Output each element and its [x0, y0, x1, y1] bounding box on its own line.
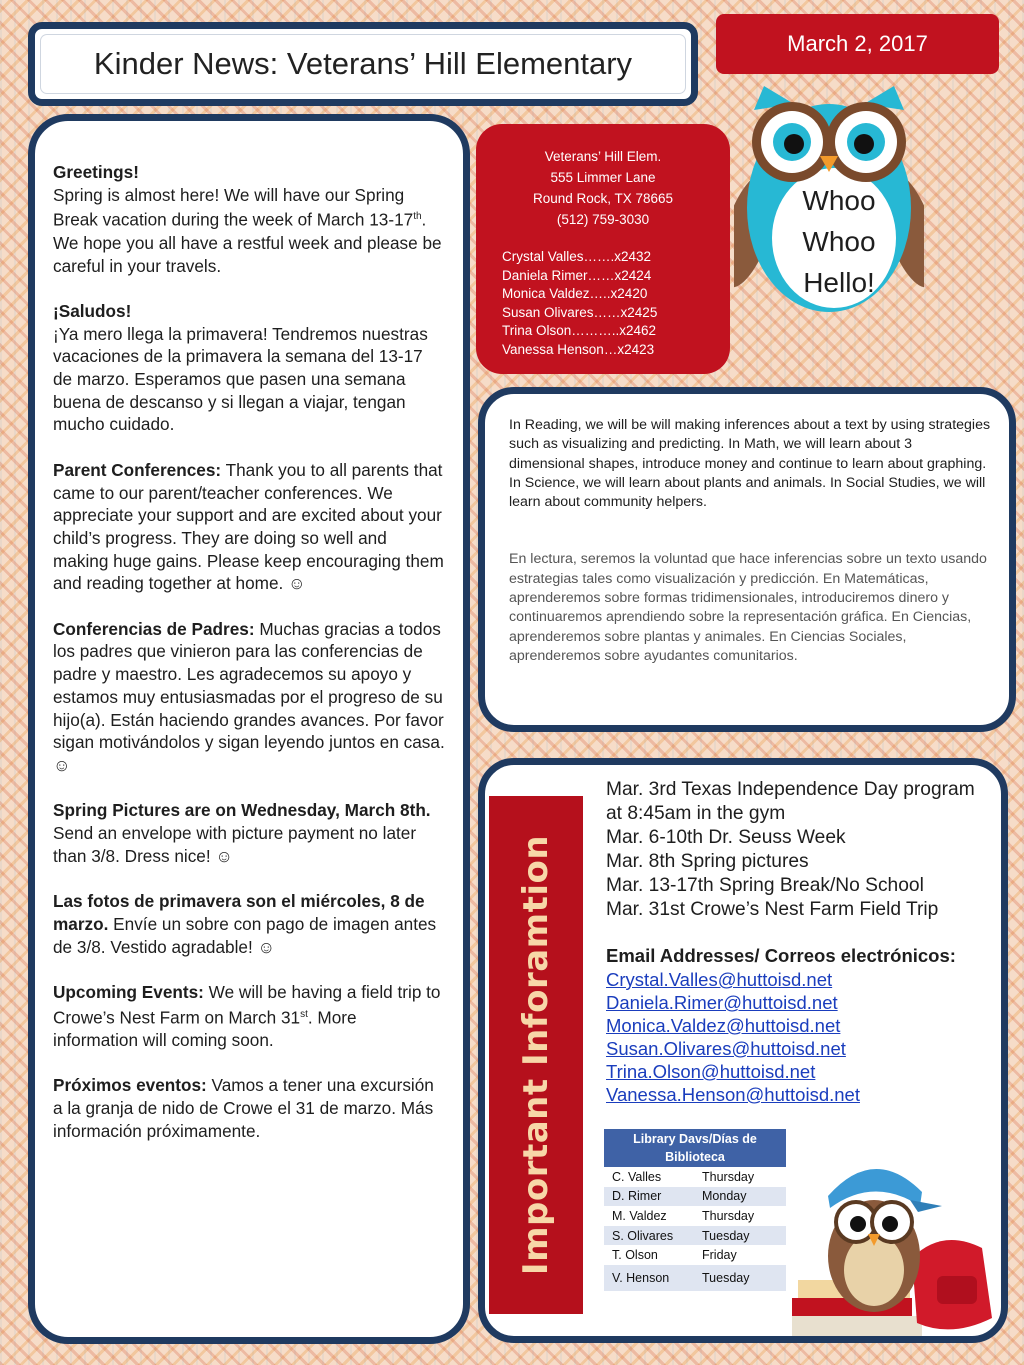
email-link[interactable]: Crystal.Valles@huttoisd.net — [606, 969, 833, 990]
curriculum-english: In Reading, we will be will making inferences about a text by using strategies such as visualizing and predicting. In Math, we will learn about 3 dimensional shapes, introduce money and continue to learn about graphing. In Science, we will learn about plants and animals. In Social Studies, we will learn about community helpers. — [509, 417, 991, 511]
school-address — [476, 146, 730, 230]
teacher-cell: S. Olivares — [604, 1226, 694, 1246]
important-info-banner-text: Important Inforamtion — [516, 834, 556, 1276]
day-cell: Tuesday — [694, 1265, 786, 1291]
owl-greeting-line: Hello! — [803, 267, 875, 298]
day-cell: Friday — [694, 1245, 786, 1265]
owl-greeting-line: Whoo — [802, 185, 876, 216]
greetings-text-b: . We hope you all have a restful week and please be careful in your travels. — [53, 210, 442, 276]
greetings-text-a: Spring is almost here! We will have our Spring Break vacation during the week of March 13-17 — [53, 184, 414, 231]
staff-extension: Vanessa Henson…x2423 — [502, 341, 655, 357]
events-paragraph — [53, 981, 445, 1052]
conferencias-text: Muchas gracias a todos los padres que vinieron para las conferencias de padre y maestro. Les agradecemos su apoyo y estamos muy entusiasmadas por el progreso de su hijo(a). Están haciendo grandes avances. Por favor sigan motivándolos y sigan leyendo juntos en casa. ☺ — [53, 618, 445, 775]
conferences-text: Thank you to all parents that came to our parent/teacher conferences. We appreciate your support and are excited about your child’s progress. They are doing so well and making huge gains. Please keep encouraging them and reading together at home. ☺ — [53, 459, 444, 594]
curriculum-panel — [478, 387, 1016, 732]
events-text-b: . More information will coming soon. — [53, 1007, 357, 1051]
table-row — [604, 1265, 786, 1291]
email-link[interactable]: Daniela.Rimer@huttoisd.net — [606, 992, 838, 1013]
teacher-cell: V. Henson — [604, 1265, 694, 1291]
table-row — [604, 1187, 786, 1207]
events-list — [606, 778, 991, 922]
curriculum-content — [509, 416, 991, 666]
curriculum-spanish: En lectura, seremos la voluntad que hace inferencias sobre un texto usando estrategias tales como visualización y predicción. En Matemáticas, aprenderemos sobre formas tridimensionales, introduciremos dinero y continuaremos aprendiendo sobre la representación gráfica. En Ciencias, aprenderemos sobre plantas y animales. En Ciencias Sociales, aprenderemos sobre ayudantes comunitarios. — [509, 551, 987, 664]
greetings-title: Greetings! — [53, 162, 139, 182]
title-panel — [28, 22, 698, 106]
staff-extension: Monica Valdez…..x2420 — [502, 286, 648, 302]
events-title: Upcoming Events: — [53, 981, 204, 1002]
events-text-a: We will be having a field trip to Crowe’s Nest Farm on March 31 — [53, 981, 441, 1028]
date-badge: March 2, 2017 — [716, 14, 999, 74]
library-table-header: Library Davs/Días de Biblioteca — [604, 1129, 786, 1167]
events-sup: st — [300, 1008, 308, 1020]
event-item: Mar. 31st Crowe’s Nest Farm Field Trip — [606, 899, 939, 920]
saludos-paragraph — [53, 300, 445, 436]
staff-extensions — [502, 248, 730, 360]
newsletter-title: Kinder News: Veterans’ Hill Elementary — [41, 35, 685, 93]
conferences-paragraph — [53, 459, 445, 595]
table-row — [604, 1245, 786, 1265]
event-item: Mar. 13-17th Spring Break/No School — [606, 875, 924, 896]
owl-greeting — [784, 180, 894, 303]
email-link[interactable]: Monica.Valdez@huttoisd.net — [606, 1015, 841, 1036]
conferencias-paragraph — [53, 618, 445, 777]
conferencias-title: Conferencias de Padres: — [53, 618, 255, 639]
day-cell: Tuesday — [694, 1226, 786, 1246]
teacher-cell: T. Olson — [604, 1245, 694, 1265]
event-item: Mar. 6-10th Dr. Seuss Week — [606, 827, 846, 848]
left-news-content — [53, 161, 445, 1165]
teacher-cell: D. Rimer — [604, 1187, 694, 1207]
saludos-text: ¡Ya mero llega la primavera! Tendremos nuestras vacaciones de la primavera la semana del 13-17 de marzo. Esperamos que pasen una semana buena de descanso y si llegan a viajar, tengan mucho cuidado. — [53, 323, 428, 435]
staff-extension: Daniela Rimer……x2424 — [502, 267, 652, 283]
staff-extension: Susan Olivares……x2425 — [502, 304, 658, 320]
table-row — [604, 1226, 786, 1246]
staff-extension: Trina Olson………..x2462 — [502, 323, 657, 339]
important-info-banner — [489, 796, 583, 1314]
eventos-text: Vamos a tener una excursión a la granja de nido de Crowe el 31 de marzo. Más información próximamente. — [53, 1075, 434, 1141]
conferences-title: Parent Conferences: — [53, 459, 222, 480]
email-link[interactable]: Susan.Olivares@huttoisd.net — [606, 1038, 846, 1059]
pictures-paragraph — [53, 799, 445, 867]
library-days-table — [604, 1129, 786, 1291]
address-line: Veterans’ Hill Elem. — [544, 149, 662, 164]
staff-extension: Crystal Valles…….x2432 — [502, 249, 652, 264]
greetings-paragraph — [53, 161, 445, 277]
address-line: Round Rock, TX 78665 — [532, 191, 674, 206]
eventos-paragraph — [53, 1074, 445, 1142]
fotos-title: Las fotos de primavera son el miércoles, 8 de marzo. — [53, 891, 425, 934]
phone-number: (512) 759-3030 — [556, 212, 650, 227]
table-row — [604, 1206, 786, 1226]
table-row — [604, 1167, 786, 1187]
email-link[interactable]: Trina.Olson@huttoisd.net — [606, 1061, 816, 1082]
student-owl-icon — [792, 1148, 1002, 1338]
left-news-panel — [28, 114, 470, 1344]
email-list — [606, 968, 860, 1106]
email-heading: Email Addresses/ Correos electrónicos: — [606, 945, 956, 966]
saludos-title: ¡Saludos! — [53, 300, 132, 321]
address-line: 555 Limmer Lane — [550, 170, 656, 185]
fotos-text: Envíe un sobre con pago de imagen antes de 3/8. Vestido agradable! ☺ — [53, 913, 437, 957]
day-cell: Monday — [694, 1187, 786, 1207]
pictures-text: Send an envelope with picture payment no later than 3/8. Dress nice! ☺ — [53, 823, 417, 866]
contact-box — [476, 124, 730, 374]
teacher-cell: C. Valles — [604, 1167, 694, 1187]
event-item: Mar. 8th Spring pictures — [606, 851, 809, 872]
day-cell: Thursday — [694, 1206, 786, 1226]
day-cell: Thursday — [694, 1167, 786, 1187]
eventos-title: Próximos eventos: — [53, 1075, 207, 1096]
email-link[interactable]: Vanessa.Henson@huttoisd.net — [606, 1084, 860, 1105]
event-item: Mar. 3rd Texas Independence Day program at 8:45am in the gym — [606, 779, 975, 824]
teacher-cell: M. Valdez — [604, 1206, 694, 1226]
pictures-title: Spring Pictures are on Wednesday, March 8th. — [53, 800, 431, 821]
greetings-sup: th — [413, 211, 422, 223]
fotos-paragraph — [53, 890, 445, 958]
owl-greeting-line: Whoo — [802, 226, 876, 257]
